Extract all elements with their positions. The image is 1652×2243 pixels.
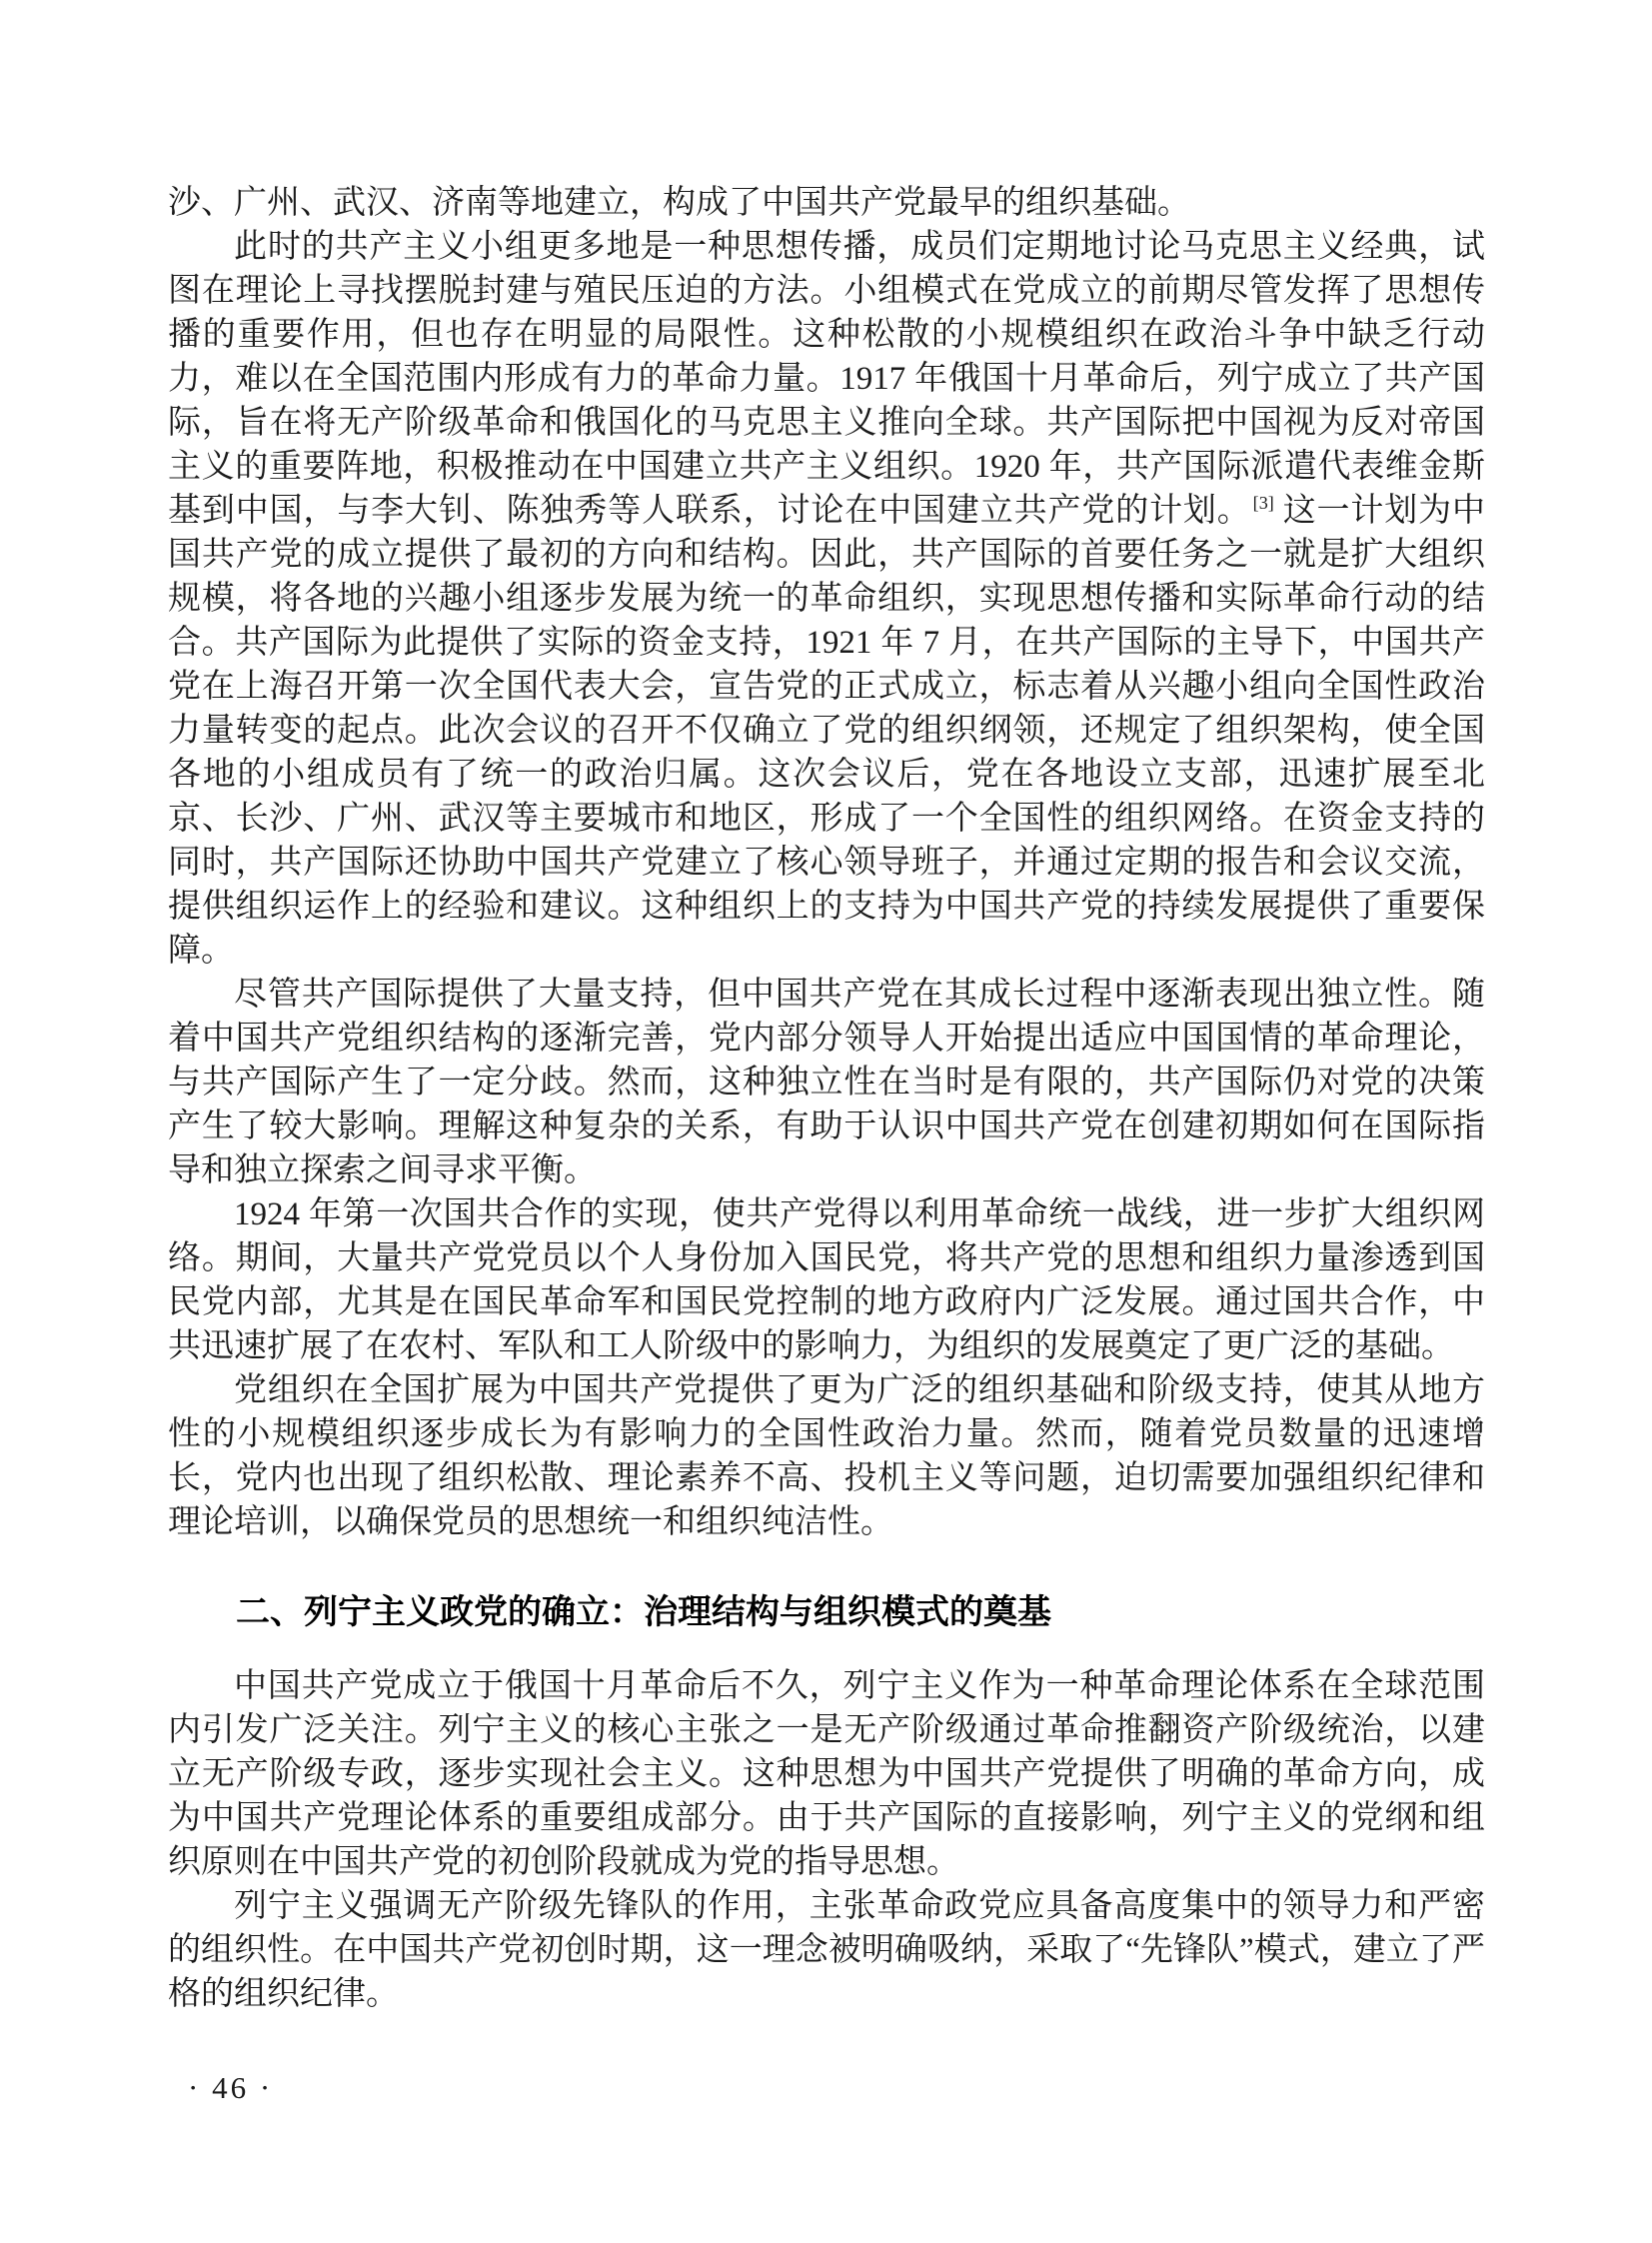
section-heading-leninist-party: 二、列宁主义政党的确立：治理结构与组织模式的奠基 [236,1593,1051,1631]
footnote-ref-3: [3] [1252,493,1274,513]
paragraph-text-after-footnote: 这一计划为中国共产党的成立提供了最初的方向和结构。因此，共产国际的首要任务之一就是扩大组织规模，将各地的兴趣小组逐步发展为统一的革命组织，实现思想传播和实际革命行动的结合。共产国际为此提供了实际的资金支持，1921 年 7 月，在共产国际的主导下，中国共产党在上海召开第一次全国代表大会，宣告党的正式成立，标志着从兴趣小组向全国性政治力量转变的起点。此次会议的召开不仅确立了党的组织纲领，还规定了组织架构，使全国各地的小组成员有了统一的政治归属。这次会议后，党在各地设立支部，迅速扩展至北京、长沙、广州、武汉等主要城市和地区，形成了一个全国性的组织网络。在资金支持的同时，共产国际还协助中国共产党建立了核心领导班子，并通过定期的报告和会议交流，提供组织运作上的经验和建议。这种组织上的支持为中国共产党的持续发展提供了重要保障。 [168,493,1486,969]
paragraph-vanguard-model: 列宁主义强调无产阶级先锋队的作用，主张革命政党应具备高度集中的领导力和严密的组织性。在中国共产党初创时期，这一理念被明确吸纳，采取了“先锋队”模式，建立了严格的组织纪律。 [168,1888,1485,2012]
page-number: · 46 · [188,2070,274,2105]
paragraph-text-before-footnote: 此时的共产主义小组更多地是一种思想传播，成员们定期地讨论马克思主义经典，试图在理论上寻找摆脱封建与殖民压迫的方法。小组模式在党成立的前期尽管发挥了思想传播的重要作用，但也存在明显的局限性。这种松散的小规模组织在政治斗争中缺乏行动力，难以在全国范围内形成有力的革命力量。1917 年俄国十月革命后，列宁成立了共产国际，旨在将无产阶级革命和俄国化的马克思主义推向全球。共产国际把中国视为反对帝国主义的重要阵地，积极推动在中国建立共产主义组织。1920 年，共产国际派遣代表维金斯基到中国，与李大钊、陈独秀等人联系，讨论在中国建立共产党的计划。 [168,229,1485,529]
paragraph-leninism-intro: 中国共产党成立于俄国十月革命后不久，列宁主义作为一种革命理论体系在全球范围内引发广泛关注。列宁主义的核心主张之一是无产阶级通过革命推翻资产阶级统治，以建立无产阶级专政，逐步实现社会主义。这种思想为中国共产党提供了明确的革命方向，成为中国共产党理论体系的重要组成部分。由于共产国际的直接影响，列宁主义的党纲和组织原则在中国共产党的初创阶段就成为党的指导思想。 [168,1668,1485,1880]
paragraph-independence: 尽管共产国际提供了大量支持，但中国共产党在其成长过程中逐渐表现出独立性。随着中国共产党组织结构的逐渐完善，党内部分领导人开始提出适应中国国情的革命理论，与共产国际产生了一定分歧。然而，这种独立性在当时是有限的，共产国际仍对党的决策产生了较大影响。理解这种复杂的关系，有助于认识中国共产党在创建初期如何在国际指导和独立探索之间寻求平衡。 [168,977,1485,1188]
paragraph-kmt-cooperation: 1924 年第一次国共合作的实现，使共产党得以利用革命统一战线，进一步扩大组织网络。期间，大量共产党党员以个人身份加入国民党，将共产党的思想和组织力量渗透到国民党内部，尤其是在国民革命军和国民党控制的地方政府内广泛发展。通过国共合作，中共迅速扩展了在农村、军队和工人阶级中的影响力，为组织的发展奠定了更广泛的基础。 [168,1196,1485,1364]
paragraph-carryover: 沙、广州、武汉、济南等地建立，构成了中国共产党最早的组织基础。 [168,185,1190,221]
paragraph-national-expansion: 党组织在全国扩展为中国共产党提供了更为广泛的组织基础和阶级支持，使其从地方性的小规模组织逐步成长为有影响力的全国性政治力量。然而，随着党员数量的迅速增长，党内也出现了组织松散、理论素养不高、投机主义等问题，迫切需要加强组织纪律和理论培训，以确保党员的思想统一和组织纯洁性。 [168,1372,1485,1540]
paragraph-early-groups [168,225,1485,973]
page-text-block [168,181,1485,2016]
